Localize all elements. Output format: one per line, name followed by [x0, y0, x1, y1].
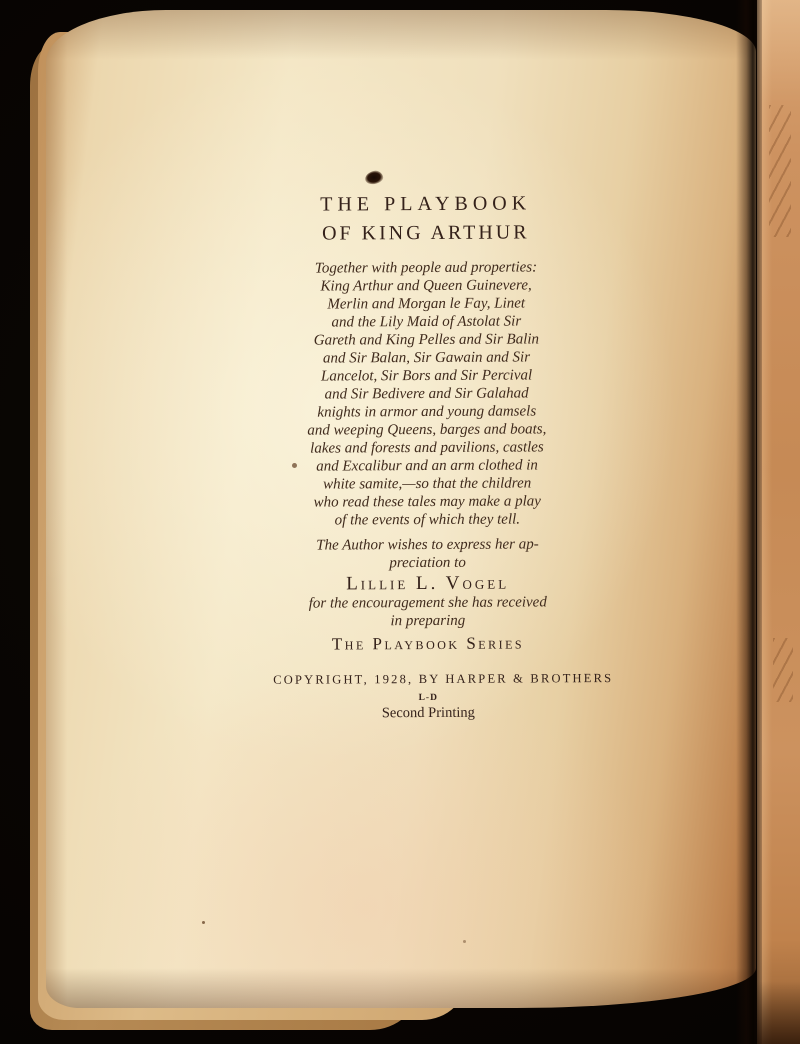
intro-line: and Sir Bedivere and Sir Galahad — [324, 385, 529, 403]
intro-paragraph — [271, 258, 582, 530]
dedication-line: for the encouragement she has received — [308, 594, 547, 612]
dedication-line: in preparing — [390, 612, 466, 630]
printer-code: L-D — [418, 692, 438, 704]
intro-line: who read these tales may make a play — [313, 493, 541, 511]
intro-line: and Excalibur and an arm clothed in — [316, 457, 538, 475]
intro-line: lakes and forests and pavilions, castles — [310, 439, 544, 457]
book-title — [271, 189, 581, 249]
printing-notice: Second Printing — [381, 704, 475, 722]
intro-line: white samite,—so that the children — [323, 475, 532, 493]
book-title-page — [46, 10, 756, 1008]
dedication-name: Lillie L. Vogel — [346, 572, 510, 595]
intro-line: Merlin and Morgan le Fay, Linet — [327, 295, 526, 313]
intro-line: and the Lily Maid of Astolat Sir — [331, 313, 522, 331]
imprint — [273, 671, 614, 723]
intro-line: Together with people aud properties: — [314, 259, 538, 277]
print-through-marks — [773, 638, 793, 702]
series-title: The Playbook Series — [331, 633, 525, 654]
paper-speck — [202, 921, 205, 924]
intro-line: Lancelot, Sir Bors and Sir Percival — [320, 367, 533, 385]
intro-line: King Arthur and Queen Guinevere, — [320, 277, 532, 295]
opposite-page-edge — [757, 0, 800, 1044]
intro-line: knights in armor and young damsels — [317, 403, 537, 421]
intro-line: and weeping Queens, barges and boats, — [307, 421, 547, 439]
title-line-1: THE PLAYBOOK — [320, 192, 532, 216]
title-line-2: OF KING ARTHUR — [322, 221, 530, 245]
dedication — [272, 535, 583, 656]
print-through-marks — [769, 105, 791, 237]
dedication-line: The Author wishes to express her ap- — [316, 536, 539, 554]
intro-line: of the events of which they tell. — [334, 511, 521, 529]
intro-line: Gareth and King Pelles and Sir Balin — [313, 331, 540, 349]
intro-line: and Sir Balan, Sir Gawain and Sir — [322, 349, 531, 367]
dedication-line: preciation to — [389, 554, 466, 572]
page-text-block — [271, 189, 614, 723]
ink-blot — [364, 169, 384, 185]
paper-speck — [463, 940, 466, 943]
copyright-line: COPYRIGHT, 1928, BY HARPER & BROTHERS — [273, 671, 614, 687]
